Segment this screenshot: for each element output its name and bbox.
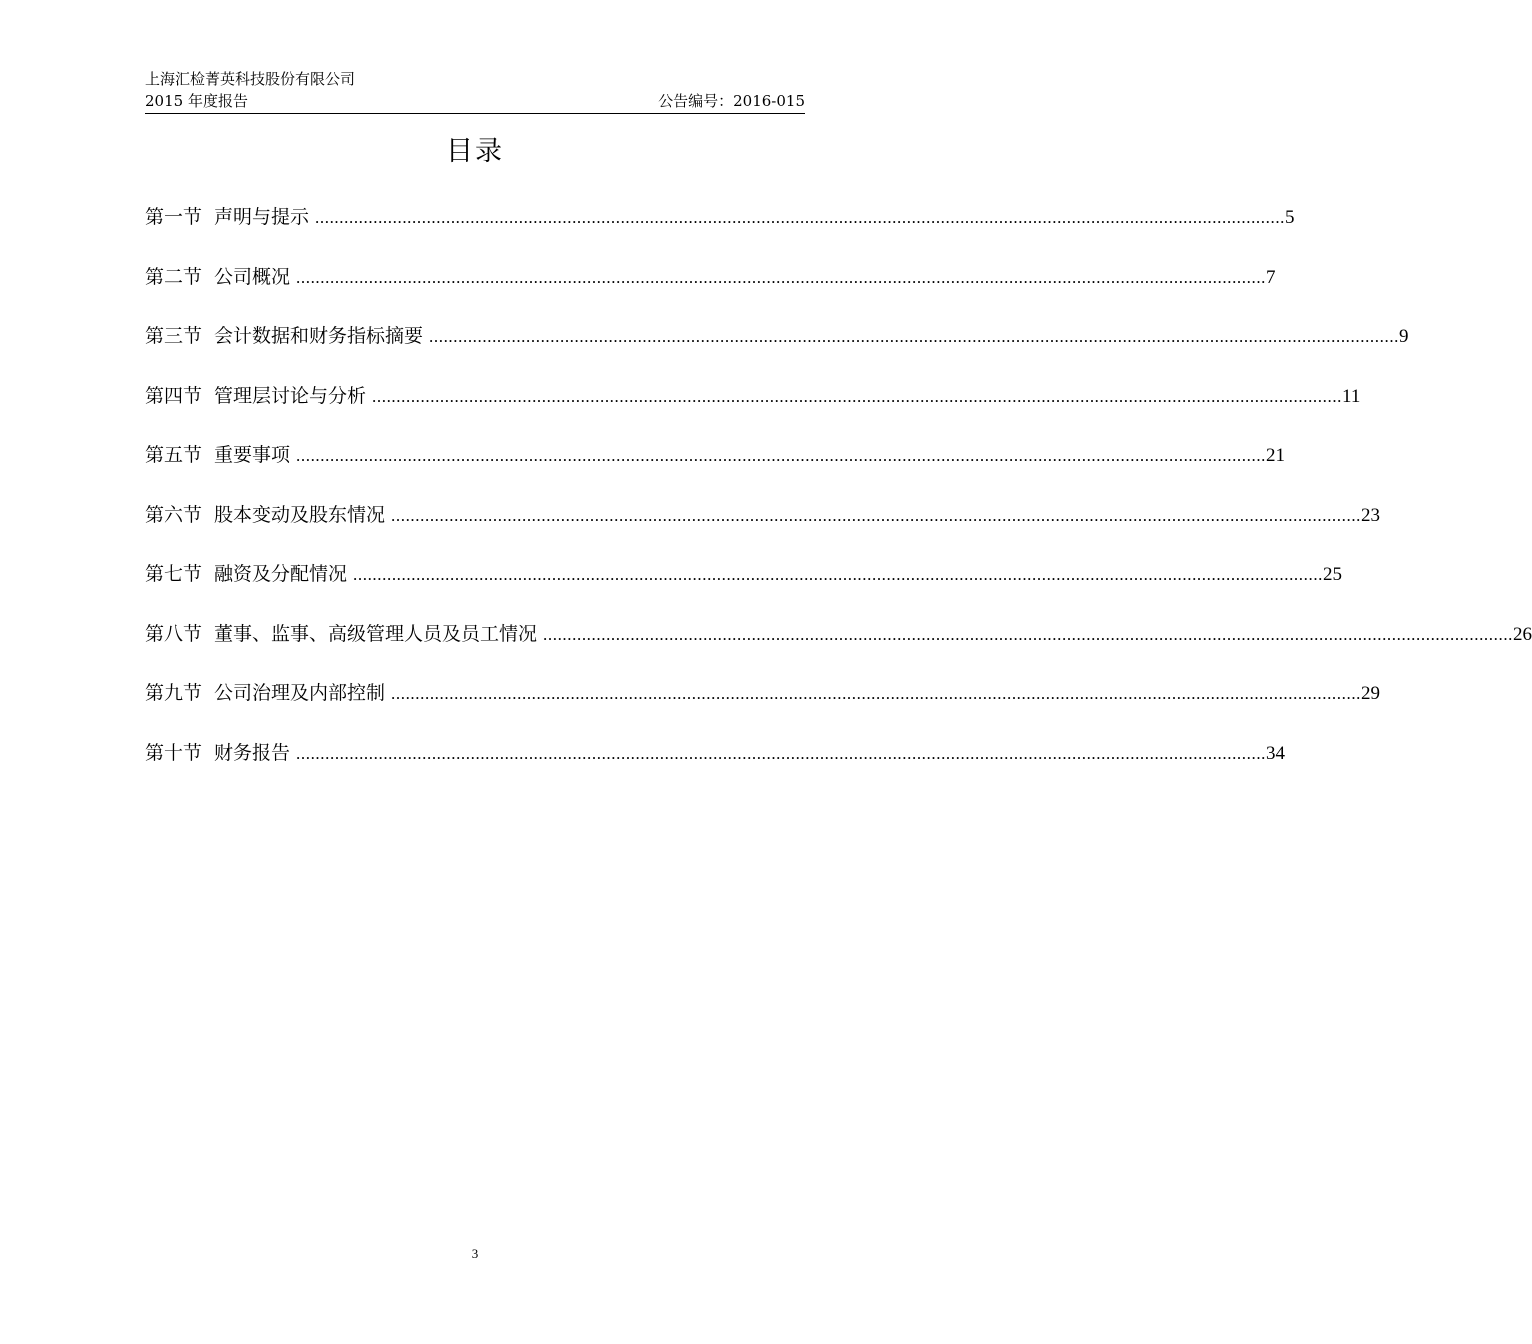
toc-section-title: 重要事项 bbox=[214, 444, 291, 466]
toc-page-number: 7 bbox=[1266, 266, 1276, 288]
toc-page-number: 9 bbox=[1399, 326, 1409, 347]
toc-entry[interactable] bbox=[145, 671, 1381, 731]
company-name: 上海汇检菁英科技股份有限公司 bbox=[145, 70, 356, 88]
toc-section-number: 第八节 bbox=[145, 622, 203, 645]
toc-leader-dots: ........................................................................................................................................................................................................ bbox=[372, 386, 1343, 406]
toc-page-number: 11 bbox=[1342, 385, 1361, 407]
toc-section-number: 第三节 bbox=[145, 325, 203, 347]
toc-entry-label bbox=[145, 671, 391, 715]
toc-section-title: 股本变动及股东情况 bbox=[214, 503, 386, 526]
toc-entry[interactable] bbox=[145, 195, 1295, 255]
toc-entry-label bbox=[145, 314, 429, 358]
toc-page-number: 34 bbox=[1266, 742, 1286, 764]
toc-entry-label bbox=[145, 731, 296, 775]
toc-section-number: 第九节 bbox=[145, 682, 203, 704]
toc-entry[interactable] bbox=[145, 255, 1276, 315]
toc-entry[interactable] bbox=[145, 612, 1532, 672]
toc-leader-dots: ........................................................................................................................................................................................................ bbox=[353, 565, 1324, 584]
report-title: 2015 年度报告 bbox=[145, 92, 248, 110]
toc-title: 目录 bbox=[446, 136, 504, 167]
toc-section-title: 董事、监事、高级管理人员及员工情况 bbox=[214, 622, 538, 645]
toc-section-title: 声明与提示 bbox=[214, 206, 310, 228]
toc-entry-label bbox=[145, 552, 353, 596]
toc-leader-dots: ........................................................................................................................................................................................................ bbox=[429, 327, 1400, 346]
toc-section-title: 管理层讨论与分析 bbox=[214, 384, 367, 407]
toc-section-title: 财务报告 bbox=[214, 741, 291, 764]
toc-entry[interactable] bbox=[145, 314, 1409, 374]
toc-entry-label bbox=[145, 493, 391, 537]
header-report-row bbox=[145, 90, 805, 112]
toc-page-number: 23 bbox=[1361, 504, 1381, 526]
toc-leader-dots: ........................................................................................................................................................................................................ bbox=[391, 684, 1362, 703]
toc-section-number: 第十节 bbox=[145, 741, 203, 764]
table-of-contents bbox=[145, 195, 1532, 790]
toc-section-number: 第二节 bbox=[145, 265, 203, 288]
toc-entry[interactable] bbox=[145, 433, 1286, 493]
page-header bbox=[145, 68, 805, 118]
toc-entry-label bbox=[145, 255, 296, 299]
toc-entry[interactable] bbox=[145, 374, 1361, 434]
header-company-row bbox=[145, 68, 805, 90]
toc-section-number: 第六节 bbox=[145, 503, 203, 526]
toc-section-title: 公司治理及内部控制 bbox=[214, 682, 386, 704]
toc-entry[interactable] bbox=[145, 552, 1343, 612]
toc-section-number: 第一节 bbox=[145, 206, 203, 228]
toc-page-number: 29 bbox=[1361, 683, 1381, 704]
toc-leader-dots: ........................................................................................................................................................................................................ bbox=[543, 624, 1514, 644]
toc-leader-dots: ........................................................................................................................................................................................................ bbox=[296, 267, 1267, 287]
toc-entry-label bbox=[145, 195, 315, 239]
toc-section-number: 第五节 bbox=[145, 444, 203, 466]
toc-page-number: 21 bbox=[1266, 445, 1286, 466]
toc-entry[interactable] bbox=[145, 731, 1286, 791]
page-number: 3 bbox=[471, 1246, 479, 1261]
toc-entry-label bbox=[145, 433, 296, 477]
toc-section-title: 融资及分配情况 bbox=[214, 563, 348, 585]
announcement-number: 公告编号：2016-015 bbox=[658, 92, 805, 110]
toc-page-number: 5 bbox=[1285, 207, 1295, 228]
toc-leader-dots: ........................................................................................................................................................................................................ bbox=[391, 505, 1362, 525]
toc-entry[interactable] bbox=[145, 493, 1381, 553]
toc-entry-label bbox=[145, 374, 372, 418]
toc-section-number: 第七节 bbox=[145, 563, 203, 585]
toc-leader-dots: ........................................................................................................................................................................................................ bbox=[296, 446, 1267, 465]
toc-leader-dots: ........................................................................................................................................................................................................ bbox=[296, 743, 1267, 763]
toc-entry-label bbox=[145, 612, 543, 656]
toc-section-title: 会计数据和财务指标摘要 bbox=[214, 325, 424, 347]
toc-leader-dots: ........................................................................................................................................................................................................ bbox=[315, 208, 1286, 227]
toc-page-number: 26 bbox=[1513, 623, 1532, 645]
toc-section-number: 第四节 bbox=[145, 384, 203, 407]
toc-page-number: 25 bbox=[1323, 564, 1343, 585]
toc-section-title: 公司概况 bbox=[214, 265, 291, 288]
header-divider bbox=[145, 113, 805, 114]
